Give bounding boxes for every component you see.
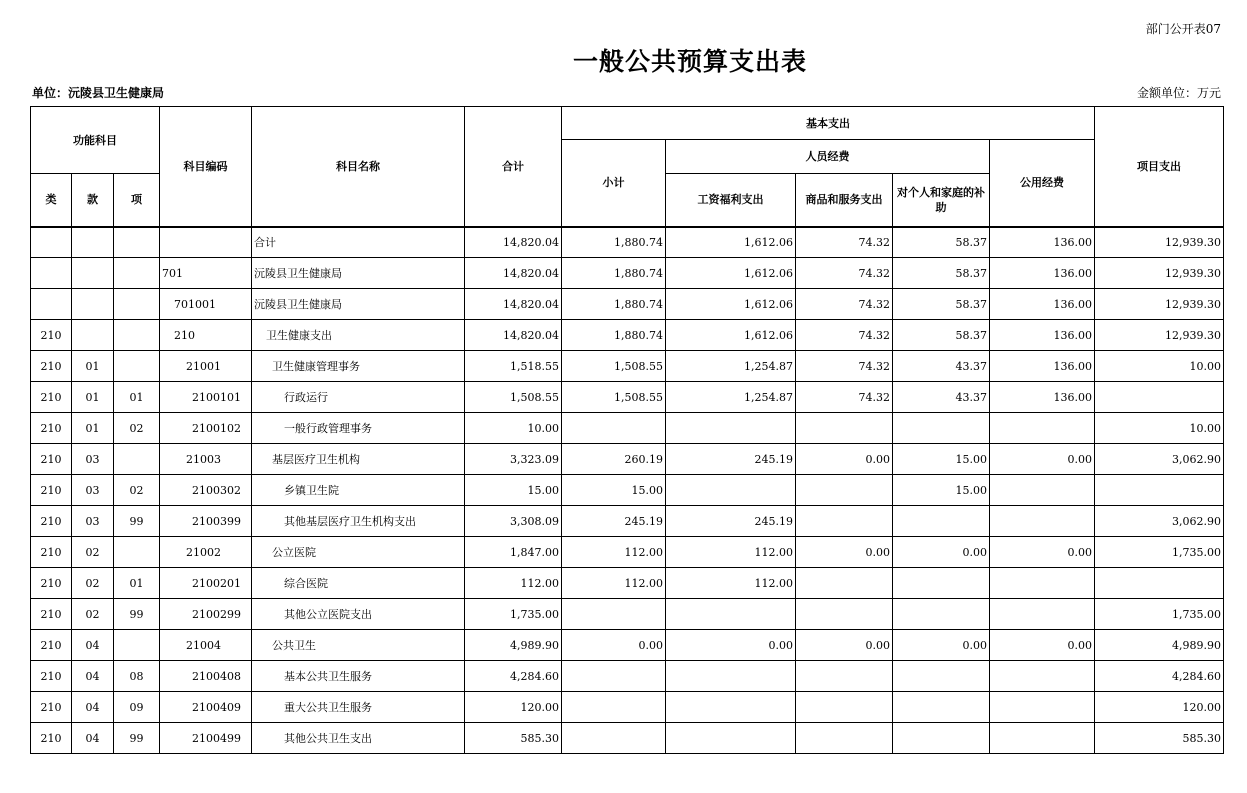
- header-name: 科目名称: [252, 107, 465, 227]
- cell-subsidy: 58.37: [893, 258, 990, 289]
- cell-xiang: [114, 320, 160, 351]
- cell-project: 12,939.30: [1095, 289, 1224, 320]
- money-unit-label: 金额单位：万元: [1136, 86, 1221, 100]
- cell-goods: [796, 413, 893, 444]
- table-row: [31, 599, 1224, 630]
- cell-goods: 74.32: [796, 351, 893, 382]
- budget-expenditure-table: [30, 106, 1224, 754]
- cell-name: 公立医院: [252, 537, 465, 568]
- cell-goods: [796, 692, 893, 723]
- cell-total: 3,323.09: [465, 444, 562, 475]
- cell-subtotal: 1,880.74: [562, 258, 666, 289]
- cell-public: 136.00: [990, 351, 1095, 382]
- cell-wage: [666, 723, 796, 754]
- cell-kuan: 04: [72, 723, 114, 754]
- cell-code: 2100408: [160, 661, 252, 692]
- table-row: [31, 382, 1224, 413]
- cell-total: 112.00: [465, 568, 562, 599]
- cell-total: 3,308.09: [465, 506, 562, 537]
- cell-public: 136.00: [990, 227, 1095, 258]
- cell-project: 12,939.30: [1095, 227, 1224, 258]
- cell-public: [990, 599, 1095, 630]
- cell-project: [1095, 382, 1224, 413]
- cell-name: 卫生健康支出: [252, 320, 465, 351]
- cell-goods: [796, 475, 893, 506]
- cell-code: 2100399: [160, 506, 252, 537]
- cell-public: 136.00: [990, 382, 1095, 413]
- cell-code: 2100201: [160, 568, 252, 599]
- header-code: 科目编码: [160, 107, 252, 227]
- cell-wage: 245.19: [666, 506, 796, 537]
- table-row: [31, 661, 1224, 692]
- cell-name: 其他公立医院支出: [252, 599, 465, 630]
- cell-public: 0.00: [990, 444, 1095, 475]
- cell-goods: [796, 599, 893, 630]
- cell-public: 136.00: [990, 258, 1095, 289]
- cell-subtotal: [562, 599, 666, 630]
- cell-total: 120.00: [465, 692, 562, 723]
- cell-wage: [666, 661, 796, 692]
- cell-name: 卫生健康管理事务: [252, 351, 465, 382]
- header-subsidy: 对个人和家庭的补助: [893, 174, 990, 227]
- cell-name: 乡镇卫生院: [252, 475, 465, 506]
- table-row: [31, 506, 1224, 537]
- cell-code: 2100302: [160, 475, 252, 506]
- header-total: 合计: [465, 107, 562, 227]
- cell-name: 其他公共卫生支出: [252, 723, 465, 754]
- cell-wage: 1,612.06: [666, 289, 796, 320]
- cell-subsidy: 58.37: [893, 227, 990, 258]
- cell-goods: [796, 568, 893, 599]
- cell-xiang: 09: [114, 692, 160, 723]
- cell-kuan: [72, 258, 114, 289]
- cell-subsidy: [893, 506, 990, 537]
- cell-xiang: 01: [114, 382, 160, 413]
- header-basic: 基本支出: [562, 107, 1095, 140]
- cell-xiang: [114, 258, 160, 289]
- cell-total: 4,284.60: [465, 661, 562, 692]
- cell-code: [160, 227, 252, 258]
- header-xiang: 项: [114, 174, 160, 227]
- cell-wage: 1,612.06: [666, 227, 796, 258]
- cell-public: 0.00: [990, 630, 1095, 661]
- cell-public: [990, 723, 1095, 754]
- cell-wage: 1,612.06: [666, 320, 796, 351]
- table-row: [31, 227, 1224, 258]
- cell-subtotal: 1,508.55: [562, 351, 666, 382]
- table-row: [31, 413, 1224, 444]
- cell-goods: 0.00: [796, 537, 893, 568]
- cell-public: [990, 661, 1095, 692]
- cell-project: 10.00: [1095, 351, 1224, 382]
- cell-goods: 74.32: [796, 382, 893, 413]
- cell-total: 14,820.04: [465, 258, 562, 289]
- cell-subtotal: 1,880.74: [562, 320, 666, 351]
- cell-xiang: [114, 630, 160, 661]
- cell-subsidy: 43.37: [893, 382, 990, 413]
- cell-kuan: 04: [72, 661, 114, 692]
- cell-subsidy: 0.00: [893, 630, 990, 661]
- table-row: [31, 537, 1224, 568]
- cell-code: 2100299: [160, 599, 252, 630]
- cell-goods: [796, 723, 893, 754]
- cell-subsidy: [893, 692, 990, 723]
- cell-code: 21003: [160, 444, 252, 475]
- cell-total: 1,847.00: [465, 537, 562, 568]
- cell-subtotal: 0.00: [562, 630, 666, 661]
- cell-xiang: [114, 227, 160, 258]
- page-title: 一般公共预算支出表: [572, 47, 807, 76]
- cell-project: [1095, 568, 1224, 599]
- cell-kuan: [72, 289, 114, 320]
- cell-lei: 210: [31, 692, 72, 723]
- cell-kuan: 03: [72, 506, 114, 537]
- cell-public: 136.00: [990, 320, 1095, 351]
- cell-xiang: 99: [114, 599, 160, 630]
- cell-subsidy: [893, 661, 990, 692]
- cell-project: 120.00: [1095, 692, 1224, 723]
- cell-public: 0.00: [990, 537, 1095, 568]
- cell-lei: [31, 227, 72, 258]
- cell-lei: 210: [31, 444, 72, 475]
- cell-total: 10.00: [465, 413, 562, 444]
- cell-wage: 0.00: [666, 630, 796, 661]
- cell-total: 1,508.55: [465, 382, 562, 413]
- cell-code: 21004: [160, 630, 252, 661]
- cell-subtotal: 245.19: [562, 506, 666, 537]
- cell-lei: 210: [31, 599, 72, 630]
- table-row: [31, 723, 1224, 754]
- cell-lei: 210: [31, 351, 72, 382]
- cell-goods: 74.32: [796, 289, 893, 320]
- cell-xiang: 01: [114, 568, 160, 599]
- cell-lei: 210: [31, 320, 72, 351]
- cell-total: 14,820.04: [465, 289, 562, 320]
- cell-total: 15.00: [465, 475, 562, 506]
- cell-subsidy: 43.37: [893, 351, 990, 382]
- cell-name: 其他基层医疗卫生机构支出: [252, 506, 465, 537]
- cell-code: 2100102: [160, 413, 252, 444]
- table-row: [31, 258, 1224, 289]
- cell-lei: 210: [31, 475, 72, 506]
- table-row: [31, 692, 1224, 723]
- cell-subsidy: 58.37: [893, 289, 990, 320]
- cell-subtotal: 112.00: [562, 568, 666, 599]
- cell-project: 3,062.90: [1095, 444, 1224, 475]
- cell-total: 1,518.55: [465, 351, 562, 382]
- cell-kuan: 01: [72, 351, 114, 382]
- cell-public: 136.00: [990, 289, 1095, 320]
- table-row: [31, 289, 1224, 320]
- cell-project: 1,735.00: [1095, 599, 1224, 630]
- cell-subtotal: [562, 661, 666, 692]
- cell-subsidy: 0.00: [893, 537, 990, 568]
- cell-project: 3,062.90: [1095, 506, 1224, 537]
- cell-goods: 74.32: [796, 258, 893, 289]
- cell-name: 基层医疗卫生机构: [252, 444, 465, 475]
- cell-xiang: [114, 289, 160, 320]
- cell-xiang: [114, 444, 160, 475]
- cell-subtotal: [562, 723, 666, 754]
- cell-wage: 1,254.87: [666, 351, 796, 382]
- cell-public: [990, 692, 1095, 723]
- cell-project: 1,735.00: [1095, 537, 1224, 568]
- cell-lei: 210: [31, 506, 72, 537]
- cell-code: 210: [160, 320, 252, 351]
- cell-name: 基本公共卫生服务: [252, 661, 465, 692]
- cell-goods: 0.00: [796, 444, 893, 475]
- cell-wage: 1,254.87: [666, 382, 796, 413]
- cell-subtotal: [562, 413, 666, 444]
- cell-lei: [31, 289, 72, 320]
- cell-code: 21002: [160, 537, 252, 568]
- cell-code: 701001: [160, 289, 252, 320]
- header-wage: 工资福利支出: [666, 174, 796, 227]
- cell-code: 2100101: [160, 382, 252, 413]
- cell-subsidy: 15.00: [893, 444, 990, 475]
- header-lei: 类: [31, 174, 72, 227]
- cell-xiang: [114, 351, 160, 382]
- cell-name: 行政运行: [252, 382, 465, 413]
- cell-wage: [666, 692, 796, 723]
- cell-lei: 210: [31, 382, 72, 413]
- cell-kuan: 01: [72, 413, 114, 444]
- cell-kuan: 02: [72, 568, 114, 599]
- header-public: 公用经费: [990, 140, 1095, 227]
- cell-subsidy: [893, 568, 990, 599]
- cell-subsidy: [893, 723, 990, 754]
- cell-lei: 210: [31, 413, 72, 444]
- cell-project: 12,939.30: [1095, 258, 1224, 289]
- cell-subtotal: 1,880.74: [562, 289, 666, 320]
- header-kuan: 款: [72, 174, 114, 227]
- cell-wage: [666, 599, 796, 630]
- cell-lei: 210: [31, 630, 72, 661]
- header-project: 项目支出: [1095, 107, 1224, 227]
- cell-code: 2100499: [160, 723, 252, 754]
- cell-kuan: 03: [72, 444, 114, 475]
- table-row: [31, 630, 1224, 661]
- cell-public: [990, 413, 1095, 444]
- cell-total: 14,820.04: [465, 227, 562, 258]
- cell-code: 701: [160, 258, 252, 289]
- cell-subtotal: 112.00: [562, 537, 666, 568]
- cell-name: 沅陵县卫生健康局: [252, 289, 465, 320]
- cell-kuan: 03: [72, 475, 114, 506]
- cell-xiang: 02: [114, 413, 160, 444]
- cell-wage: 1,612.06: [666, 258, 796, 289]
- cell-wage: 112.00: [666, 568, 796, 599]
- cell-kuan: 02: [72, 599, 114, 630]
- cell-public: [990, 506, 1095, 537]
- cell-subsidy: [893, 599, 990, 630]
- cell-name: 一般行政管理事务: [252, 413, 465, 444]
- table-row: [31, 444, 1224, 475]
- cell-wage: 245.19: [666, 444, 796, 475]
- cell-subtotal: 1,508.55: [562, 382, 666, 413]
- cell-lei: 210: [31, 661, 72, 692]
- cell-lei: 210: [31, 568, 72, 599]
- cell-total: 14,820.04: [465, 320, 562, 351]
- cell-kuan: [72, 320, 114, 351]
- cell-wage: [666, 475, 796, 506]
- cell-kuan: [72, 227, 114, 258]
- table-row: [31, 475, 1224, 506]
- table-row: [31, 320, 1224, 351]
- unit-label: 单位：沅陵县卫生健康局: [32, 86, 165, 100]
- cell-goods: 74.32: [796, 227, 893, 258]
- cell-lei: 210: [31, 723, 72, 754]
- cell-wage: [666, 413, 796, 444]
- table-row: [31, 568, 1224, 599]
- cell-project: 10.00: [1095, 413, 1224, 444]
- cell-project: 12,939.30: [1095, 320, 1224, 351]
- cell-lei: [31, 258, 72, 289]
- cell-project: [1095, 475, 1224, 506]
- cell-kuan: 01: [72, 382, 114, 413]
- cell-xiang: 99: [114, 506, 160, 537]
- cell-name: 公共卫生: [252, 630, 465, 661]
- cell-kuan: 02: [72, 537, 114, 568]
- header-personnel: 人员经费: [666, 140, 990, 174]
- cell-name: 重大公共卫生服务: [252, 692, 465, 723]
- cell-name: 综合医院: [252, 568, 465, 599]
- cell-public: [990, 475, 1095, 506]
- cell-xiang: 08: [114, 661, 160, 692]
- cell-total: 4,989.90: [465, 630, 562, 661]
- cell-total: 1,735.00: [465, 599, 562, 630]
- cell-goods: [796, 506, 893, 537]
- cell-project: 4,284.60: [1095, 661, 1224, 692]
- cell-code: 2100409: [160, 692, 252, 723]
- cell-xiang: 99: [114, 723, 160, 754]
- cell-xiang: [114, 537, 160, 568]
- cell-goods: [796, 661, 893, 692]
- cell-project: 585.30: [1095, 723, 1224, 754]
- cell-public: [990, 568, 1095, 599]
- cell-goods: 0.00: [796, 630, 893, 661]
- cell-name: 合计: [252, 227, 465, 258]
- header-goods: 商品和服务支出: [796, 174, 893, 227]
- cell-kuan: 04: [72, 692, 114, 723]
- cell-project: 4,989.90: [1095, 630, 1224, 661]
- cell-lei: 210: [31, 537, 72, 568]
- cell-subtotal: 260.19: [562, 444, 666, 475]
- cell-subsidy: [893, 413, 990, 444]
- cell-goods: 74.32: [796, 320, 893, 351]
- cell-name: 沅陵县卫生健康局: [252, 258, 465, 289]
- cell-subtotal: 1,880.74: [562, 227, 666, 258]
- cell-wage: 112.00: [666, 537, 796, 568]
- table-row: [31, 351, 1224, 382]
- cell-subsidy: 58.37: [893, 320, 990, 351]
- cell-total: 585.30: [465, 723, 562, 754]
- cell-code: 21001: [160, 351, 252, 382]
- header-func: 功能科目: [31, 107, 160, 174]
- cell-kuan: 04: [72, 630, 114, 661]
- cell-subsidy: 15.00: [893, 475, 990, 506]
- form-number: 部门公开表07: [1145, 22, 1221, 36]
- header-subtotal: 小计: [562, 140, 666, 227]
- cell-xiang: 02: [114, 475, 160, 506]
- cell-subtotal: 15.00: [562, 475, 666, 506]
- cell-subtotal: [562, 692, 666, 723]
